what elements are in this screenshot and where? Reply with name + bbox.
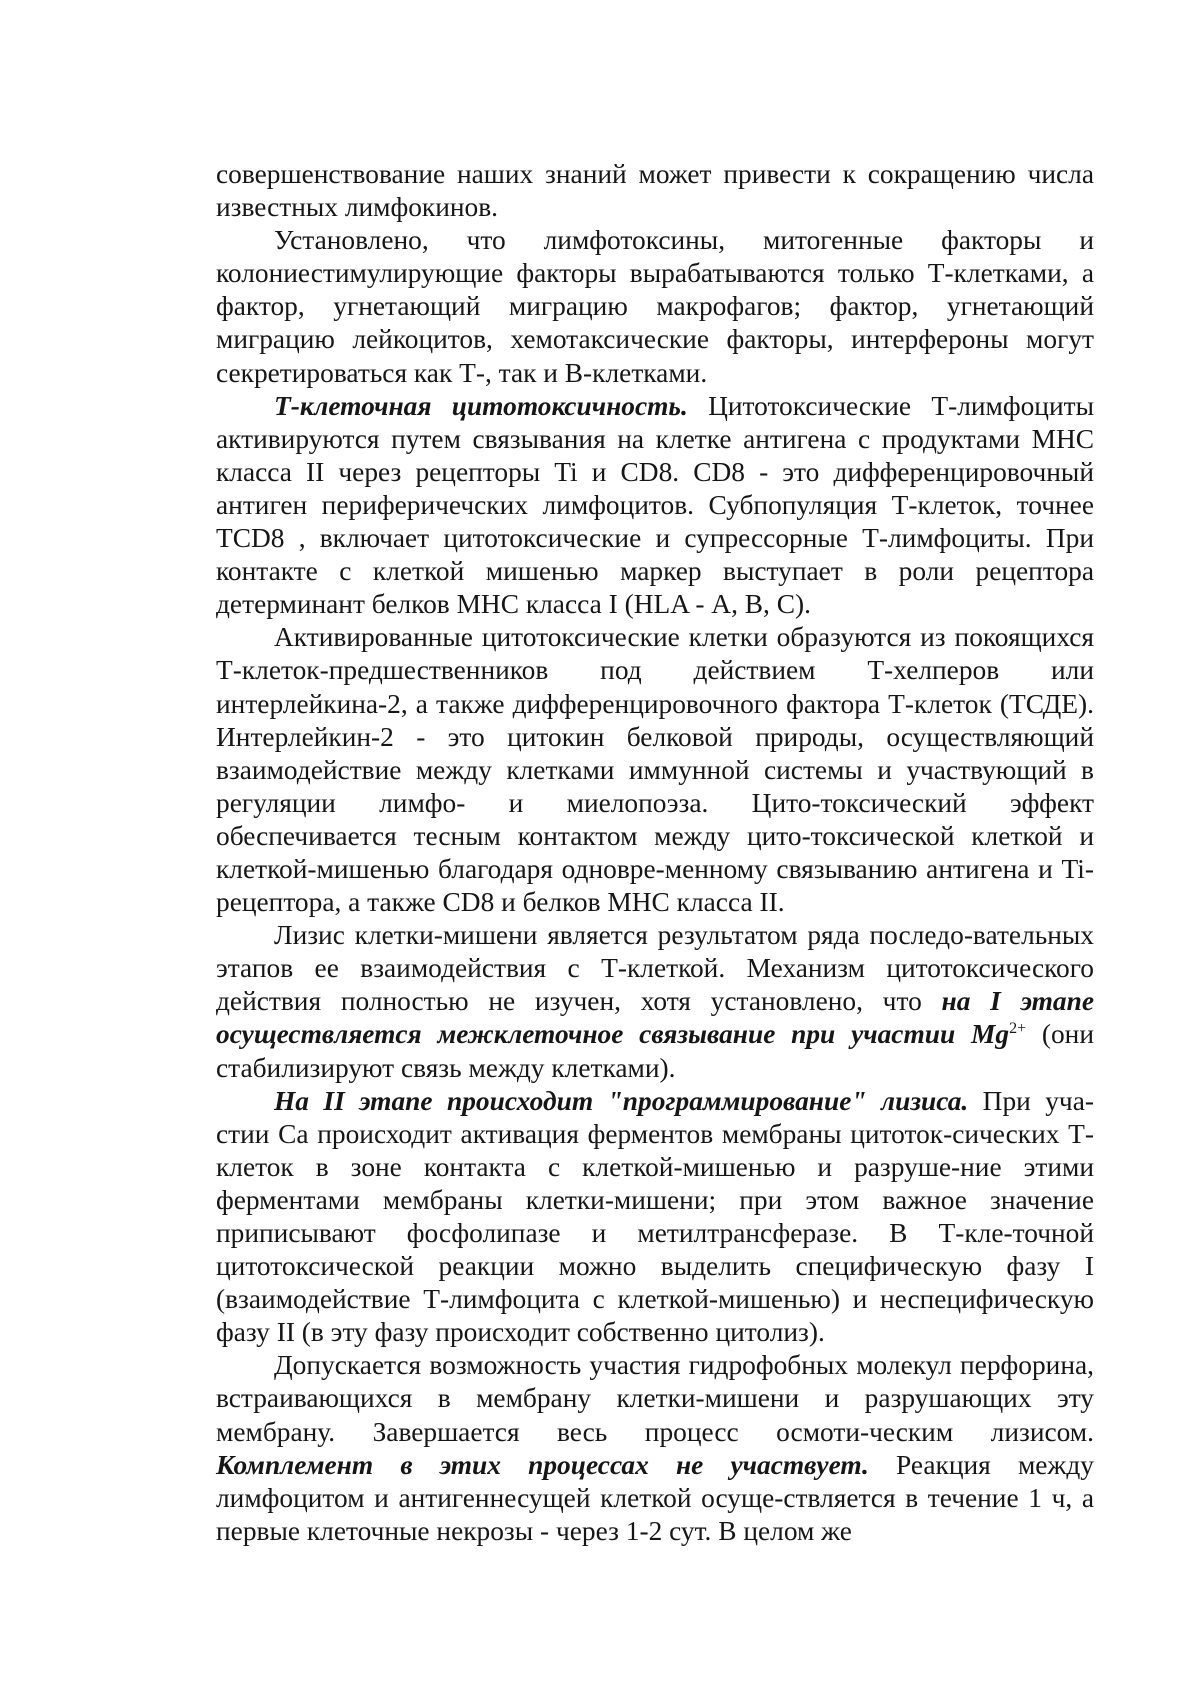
emphasis-text: Т-клеточная цитотоксичность. — [274, 390, 688, 421]
paragraph — [216, 390, 1094, 622]
paragraph — [216, 1085, 1094, 1350]
emphasis-text: Комплемент в этих процессах не участвует. — [216, 1449, 869, 1480]
paragraph — [216, 158, 1094, 224]
body-text: совершенствование наших знаний может привести к сокращению числа известных лимфокинов. — [216, 159, 1094, 223]
body-text: Допускается возможность участия гидрофобных молекул перфорина, встраивающихся в мембрану клетки-мишени и разрушающих эту мембрану. Завершается весь процесс осмоти-ческим лизисом. — [216, 1350, 1094, 1447]
paragraph — [216, 621, 1094, 919]
paragraph — [216, 224, 1094, 389]
document-page — [216, 158, 1094, 1548]
emphasis-text: На II этапе происходит "программирование" лизиса. — [274, 1085, 969, 1116]
body-text: (они стабилизируют связь между клетками). — [216, 1019, 1094, 1083]
body-text: Установлено, что лимфотоксины, митогенные факторы и колониестимулирующие факторы вырабатываются только Т-клетками, а фактор, угнетающий миграцию макрофагов; фактор, угнетающий миграцию лейкоцитов, хемотаксические факторы, интерфероны могут секретироваться как Т-, так и В-клетками. — [216, 225, 1094, 388]
paragraph — [216, 1349, 1094, 1548]
body-text: Лизис клетки-мишени является результатом ряда последо-вательных этапов ее взаимодействия с Т-клеткой. Механизм цитотоксического действия полностью не изучен, хотя установлено, что — [216, 920, 1094, 1017]
superscript: 2+ — [1009, 1020, 1027, 1038]
body-text: Реакция между лимфоцитом и антигеннесущей клеткой осуще-ствляется в течение 1 ч, а первые клеточные некрозы - через 1-2 сут. В целом же — [216, 1449, 1094, 1546]
body-text: Цитотоксические Т-лимфоциты активируются путем связывания на клетке антигена с продуктами МНС класса II через рецепторы Ti и CD8. CD8 - это дифференцировочный антиген периферичечских лимфоцитов. Субпопуляция Т-клеток, точнее TCD8 , включает цитотоксические и супрессорные Т-лимфоциты. При контакте с клеткой мишенью маркер выступает в роли рецептора детерминант белков МНС класса I (HLA - А, В, С). — [216, 390, 1094, 620]
body-text: При уча-стии Са происходит активация ферментов мембраны цитоток-сических Т-клеток в зоне контакта с клеткой-мишенью и разруше-ние этими ферментами мембраны клетки-мишени; при этом важное значение приписывают фосфолипазе и метилтрансферазе. В Т-кле-точной цитотоксической реакции можно выделить специфическую фазу I (взаимодействие Т-лимфоцита с клеткой-мишенью) и неспецифическую фазу II (в эту фазу происходит собственно цитолиз). — [216, 1085, 1094, 1348]
paragraph — [216, 919, 1094, 1084]
emphasis-text: на I этапе осуществляется межклеточное связывание при участии Mg — [216, 986, 1094, 1050]
body-text: Активированные цитотоксические клетки образуются из покоящихся Т-клеток-предшественников под действием Т-хелперов или интерлейкина-2, а также дифференцировочного фактора Т-клеток (ТСДЕ). Интерлейкин-2 - это цитокин белковой природы, осуществляющий взаимодействие между клетками иммунной системы и участвующий в регуляции лимфо- и миелопоэза. Цито-токсический эффект обеспечивается тесным контактом между цито-токсической клеткой и клеткой-мишенью благодаря одновре-менному связыванию антигена и Ti-рецептора, а также CD8 и белков МНС класса II. — [216, 622, 1094, 918]
